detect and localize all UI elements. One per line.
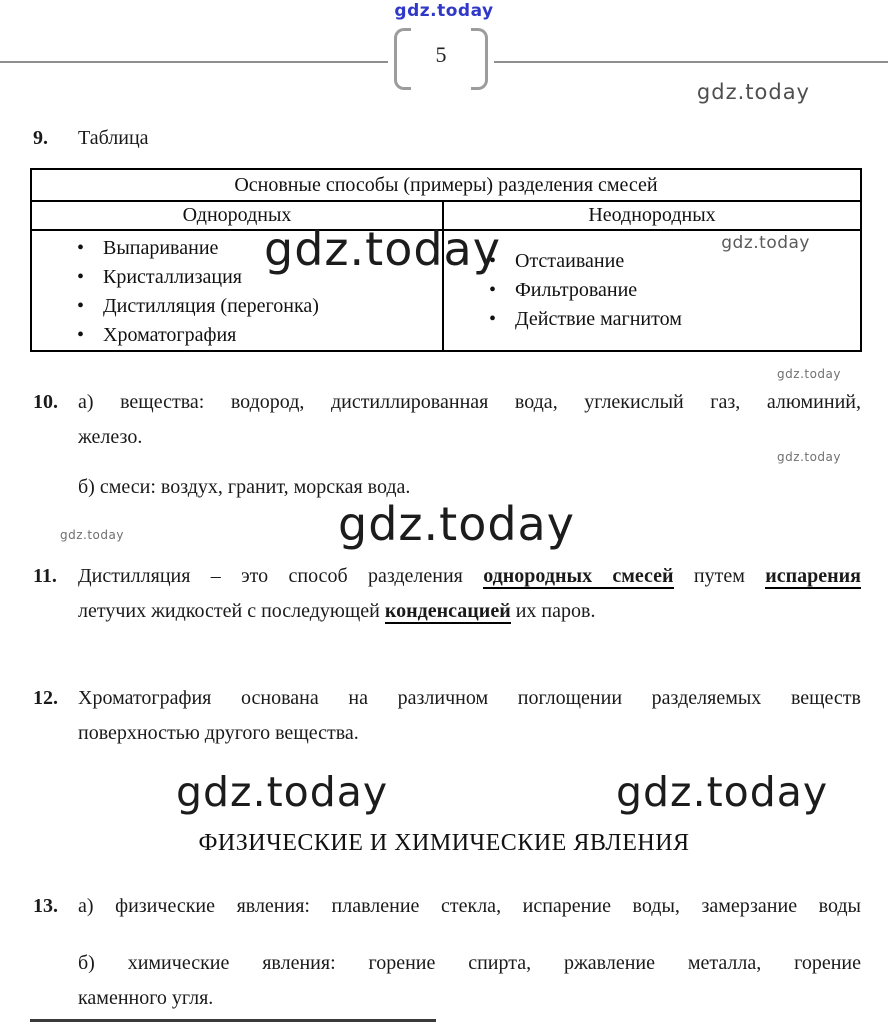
question-9-number: 9.	[33, 127, 48, 149]
table-title: Основные способы (примеры) разделения смесей	[31, 169, 861, 201]
heterogeneous-list	[444, 247, 860, 334]
watermark-top-blue: gdz.today	[394, 1, 494, 21]
list-item: • Дистилляция (перегонка)	[32, 292, 442, 321]
table-cell-heterogeneous	[443, 230, 861, 351]
question-9-text: Таблица	[78, 127, 149, 149]
question-10-number: 10.	[33, 391, 58, 413]
term-underlined: однородных смесей	[483, 565, 674, 587]
question-10a	[33, 385, 861, 455]
question-12-line2: поверхностью другого вещества.	[78, 722, 359, 744]
question-13b	[33, 946, 861, 1016]
question-13b-line1: б) химические явления: горение спирта, ржавление металла, горение	[78, 952, 861, 974]
question-13-number: 13.	[33, 895, 58, 917]
question-12-line1: Хроматография основана на различном поглощении разделяемых веществ	[78, 687, 861, 709]
question-13a-text: а) физические явления: плавление стекла, испарение воды, замерзание воды	[78, 895, 861, 917]
question-10b-text: б) смеси: воздух, гранит, морская вода.	[78, 476, 411, 498]
section-heading: ФИЗИЧЕСКИЕ И ХИМИЧЕСКИЕ ЯВЛЕНИЯ	[198, 830, 690, 856]
watermark-center-large: gdz.today	[338, 497, 575, 551]
list-item: • Хроматография	[32, 321, 442, 350]
page-number: 5	[435, 42, 447, 67]
list-item: • Отстаивание	[444, 247, 860, 276]
watermark-top-right: gdz.today	[696, 80, 810, 104]
page-number-ornament	[388, 26, 494, 92]
question-10a-line2: железо.	[78, 426, 143, 448]
question-11-number: 11.	[33, 565, 57, 587]
list-item: • Выпаривание	[32, 234, 442, 263]
question-12-number: 12.	[33, 687, 58, 709]
watermark-table-cell: gdz.today	[721, 233, 810, 253]
watermark-bottom-right-large: gdz.today	[616, 768, 829, 816]
watermark-small-3: gdz.today	[60, 528, 124, 542]
term-underlined: испарения	[765, 565, 861, 587]
bottom-rule	[30, 1019, 436, 1022]
term-underlined: конденсацией	[384, 600, 511, 622]
question-11	[33, 559, 861, 629]
question-13a	[33, 889, 861, 924]
list-item: • Фильтрование	[444, 276, 860, 305]
question-9	[33, 121, 861, 156]
watermark-bottom-left-large: gdz.today	[176, 768, 389, 816]
watermark-table-large: gdz.today	[264, 222, 501, 276]
watermark-small-1: gdz.today	[777, 367, 841, 381]
table-column-heterogeneous: Неоднородных	[443, 201, 861, 230]
question-11-line1: Дистилляция – это способ разделения однородных смесей путем испарения	[78, 565, 861, 587]
question-13b-line2: каменного угля.	[78, 987, 214, 1009]
watermark-small-2: gdz.today	[777, 450, 841, 464]
list-item: • Кристаллизация	[32, 263, 442, 292]
question-10a-line1: а) вещества: водород, дистиллированная вода, углекислый газ, алюминий,	[78, 391, 861, 413]
list-item: • Действие магнитом	[444, 305, 860, 334]
question-12	[33, 681, 861, 751]
question-11-line2: летучих жидкостей с последующей конденсацией их паров.	[78, 600, 596, 622]
table-column-homogeneous: Однородных	[31, 201, 443, 230]
